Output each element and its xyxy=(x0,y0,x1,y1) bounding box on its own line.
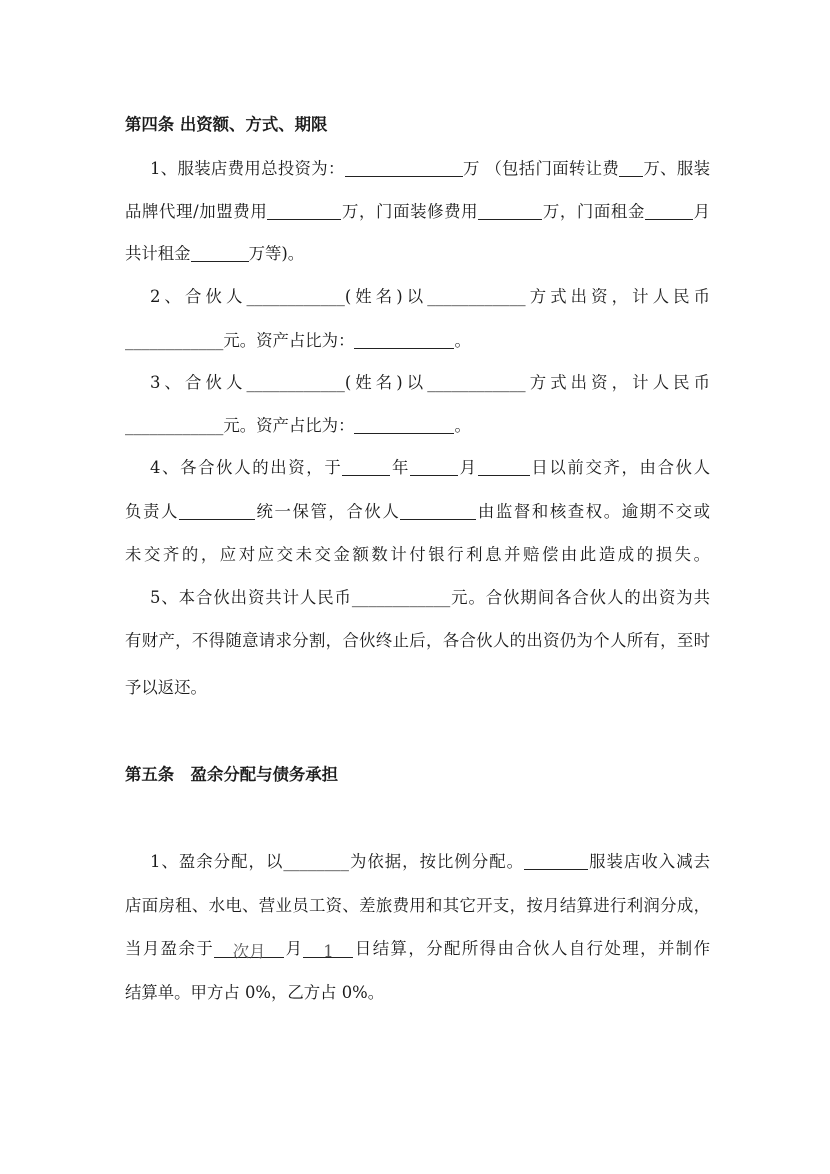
text-line xyxy=(125,330,710,352)
text: 服装店收入减去 xyxy=(588,852,710,871)
blank-field[interactable] xyxy=(342,459,390,476)
blank-field[interactable] xyxy=(179,503,255,520)
text: 万，门面租金 xyxy=(542,202,645,221)
blank-field[interactable] xyxy=(354,332,454,349)
blank-field[interactable] xyxy=(619,160,643,177)
text: 月 xyxy=(458,458,478,477)
text: ____________元。资产占比为： xyxy=(125,331,355,350)
blank-field[interactable] xyxy=(354,417,454,434)
text: 万、服装 xyxy=(643,159,711,178)
text: 万 （包括门面转让费 xyxy=(462,159,620,178)
text-line: 2、合伙人____________(姓名)以____________方式出资，计人民币 xyxy=(150,287,710,306)
blank-field[interactable] xyxy=(524,853,588,870)
text: 1、服装店费用总投资为： xyxy=(150,159,345,178)
text: 万等)。 xyxy=(248,244,305,263)
text: 由监督和核查权。逾期不交或 xyxy=(476,502,711,521)
text-line xyxy=(150,158,710,180)
text: 负责人 xyxy=(125,502,179,521)
text-line xyxy=(125,243,710,265)
blank-field[interactable] xyxy=(267,203,341,220)
text: 月 xyxy=(693,202,711,221)
text-line xyxy=(125,501,710,523)
text-line xyxy=(125,938,710,960)
blank-field[interactable] xyxy=(478,203,542,220)
blank-field[interactable] xyxy=(400,503,476,520)
text: 。 xyxy=(454,331,471,350)
text: 统一保管，合伙人 xyxy=(254,502,401,521)
article-5-heading: 第五条 盈余分配与债务承担 xyxy=(125,765,339,784)
text-line: 店面房租、水电、营业员工资、差旅费用和其它开支，按月结算进行利润分成， xyxy=(125,896,710,915)
text: 当月盈余于 xyxy=(125,939,215,958)
text: 万，门面装修费用 xyxy=(341,202,479,221)
blank-field-month[interactable]: 次月 xyxy=(214,941,284,958)
text-line xyxy=(150,457,710,479)
blank-field[interactable] xyxy=(645,203,693,220)
blank-field-day[interactable]: 1 xyxy=(303,941,353,958)
text: 共计租金 xyxy=(125,244,191,263)
text-line: 5、本合伙出资共计人民币____________元。合伙期间各合伙人的出资为共 xyxy=(150,588,710,607)
text: ____________元。资产占比为： xyxy=(125,416,355,435)
text: 。 xyxy=(454,416,471,435)
blank-field[interactable] xyxy=(191,245,249,262)
text-line: 未交齐的，应对应交未交金额数计付银行利息并赔偿由此造成的损失。 xyxy=(125,545,710,564)
text-line: 3、合伙人____________(姓名)以____________方式出资，计人民币 xyxy=(150,373,710,392)
blank-field[interactable] xyxy=(478,459,530,476)
text: 4、各合伙人的出资，于 xyxy=(150,458,343,477)
text: 品牌代理/加盟费用 xyxy=(125,202,268,221)
text: 年 xyxy=(390,458,411,477)
article-4-heading: 第四条 出资额、方式、期限 xyxy=(125,115,328,134)
text-line: 有财产，不得随意请求分割，合伙终止后，各合伙人的出资仍为个人所有，至时 xyxy=(125,631,710,650)
blank-field[interactable] xyxy=(345,160,463,177)
text: 日以前交齐，由合伙人 xyxy=(529,458,711,477)
text-line: 予以返还。 xyxy=(125,678,207,697)
text: 日结算，分配所得由合伙人自行处理，并制作 xyxy=(353,939,711,958)
text: 1、盈余分配，以________为依据，按比例分配。 xyxy=(150,852,525,871)
text-line: 结算单。甲方占 0%，乙方占 0%。 xyxy=(125,983,385,1002)
text-line xyxy=(150,851,710,873)
text: 月 xyxy=(284,939,304,958)
text-line xyxy=(125,415,710,437)
text-line xyxy=(125,201,710,223)
blank-field[interactable] xyxy=(410,459,458,476)
